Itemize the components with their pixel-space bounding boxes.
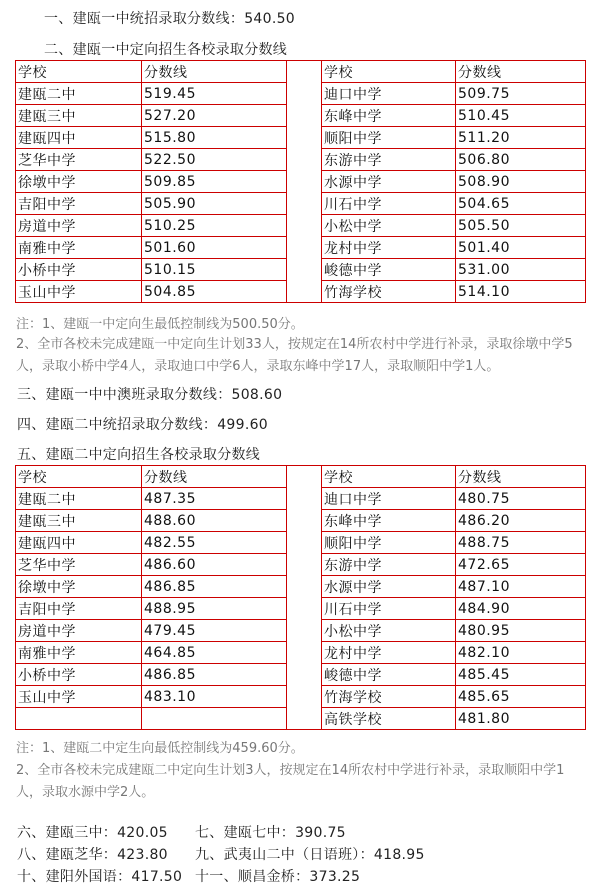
score-cell: 481.80 xyxy=(456,708,586,730)
score-cell: 519.45 xyxy=(142,83,287,105)
school-name-cell: 建瓯四中 xyxy=(16,532,142,554)
section5-note-1: 注：1、建瓯二中定生向最低控制线为459.60分。 xyxy=(16,741,304,756)
header-school: 学校 xyxy=(16,61,142,83)
header-score: 分数线 xyxy=(142,61,287,83)
score-cell: 508.90 xyxy=(456,171,586,193)
school-name-cell: 建瓯三中 xyxy=(16,105,142,127)
table-erzhong-directed xyxy=(15,465,586,730)
score-cell: 486.85 xyxy=(142,576,287,598)
score-cell: 510.25 xyxy=(142,215,287,237)
school-name-cell: 玉山中学 xyxy=(16,281,142,303)
score-cell: 484.90 xyxy=(456,598,586,620)
header-school: 学校 xyxy=(322,466,456,488)
table-spacer-column xyxy=(287,61,322,303)
score-cell: 506.80 xyxy=(456,149,586,171)
score-cell: 488.60 xyxy=(142,510,287,532)
school-name-cell: 顺阳中学 xyxy=(322,532,456,554)
school-name-cell: 南雅中学 xyxy=(16,237,142,259)
school-name-cell: 龙村中学 xyxy=(322,642,456,664)
school-name-cell: 建瓯三中 xyxy=(16,510,142,532)
score-cell: 509.75 xyxy=(456,83,586,105)
score-cell: 483.10 xyxy=(142,686,287,708)
score-cell: 522.50 xyxy=(142,149,287,171)
school-name-cell: 东游中学 xyxy=(322,554,456,576)
score-cell: 501.60 xyxy=(142,237,287,259)
school-name-cell: 竹海学校 xyxy=(322,281,456,303)
school-name-cell: 徐墩中学 xyxy=(16,576,142,598)
school-name-cell: 建瓯二中 xyxy=(16,83,142,105)
school-name-cell: 迪口中学 xyxy=(322,488,456,510)
score-cell: 527.20 xyxy=(142,105,287,127)
school-name-cell: 顺阳中学 xyxy=(322,127,456,149)
section2-heading: 二、建瓯一中定向招生各校录取分数线 xyxy=(44,42,288,58)
school-name-cell: 川石中学 xyxy=(322,598,456,620)
school-name-cell: 芝华中学 xyxy=(16,149,142,171)
school-name-cell: 水源中学 xyxy=(322,171,456,193)
school-name-cell: 吉阳中学 xyxy=(16,193,142,215)
score-cell: 515.80 xyxy=(142,127,287,149)
school-name-cell: 徐墩中学 xyxy=(16,171,142,193)
score-cell: 501.40 xyxy=(456,237,586,259)
school-name-cell: 峻德中学 xyxy=(322,259,456,281)
score-cell: 480.75 xyxy=(456,488,586,510)
school-name-cell: 东峰中学 xyxy=(322,105,456,127)
score-cell: 509.85 xyxy=(142,171,287,193)
section5-heading: 五、建瓯二中定向招生各校录取分数线 xyxy=(17,447,261,463)
school-name-cell: 水源中学 xyxy=(322,576,456,598)
header-score: 分数线 xyxy=(456,466,586,488)
score-cell: 486.20 xyxy=(456,510,586,532)
score-cell: 488.75 xyxy=(456,532,586,554)
score-line-6: 六、建瓯三中：420.05 xyxy=(17,825,168,841)
header-school: 学校 xyxy=(16,466,142,488)
score-cell: 511.20 xyxy=(456,127,586,149)
school-name-cell: 峻德中学 xyxy=(322,664,456,686)
school-name-cell: 东峰中学 xyxy=(322,510,456,532)
school-name-cell: 小松中学 xyxy=(322,620,456,642)
school-name-cell: 竹海学校 xyxy=(322,686,456,708)
school-name-cell: 吉阳中学 xyxy=(16,598,142,620)
score-cell: 531.00 xyxy=(456,259,586,281)
school-name-cell: 房道中学 xyxy=(16,620,142,642)
section1-heading: 一、建瓯一中统招录取分数线：540.50 xyxy=(44,11,295,27)
section2-note-2: 2、全市各校未完成建瓯一中定向生计划33人，按规定在14所农村中学进行补录，录取徐墩中学5人，录取小桥中学4人，录取迪口中学6人，录取东峰中学17人，录取顺阳中学1人。 xyxy=(16,337,573,374)
school-name-cell: 玉山中学 xyxy=(16,686,142,708)
table-yizhong-directed xyxy=(15,60,586,303)
table-header-row xyxy=(16,466,586,488)
school-name-cell: 建瓯四中 xyxy=(16,127,142,149)
score-cell: 504.85 xyxy=(142,281,287,303)
score-cell: 510.15 xyxy=(142,259,287,281)
school-name-cell: 南雅中学 xyxy=(16,642,142,664)
score-cell: 510.45 xyxy=(456,105,586,127)
section4-heading: 四、建瓯二中统招录取分数线：499.60 xyxy=(17,417,268,433)
score-cell: 504.65 xyxy=(456,193,586,215)
school-name-cell: 小桥中学 xyxy=(16,259,142,281)
score-line-7: 七、建瓯七中：390.75 xyxy=(195,825,346,841)
score-cell: 482.10 xyxy=(456,642,586,664)
header-school: 学校 xyxy=(322,61,456,83)
school-name-cell: 迪口中学 xyxy=(322,83,456,105)
score-cell: 472.65 xyxy=(456,554,586,576)
section3-heading: 三、建瓯一中中澳班录取分数线：508.60 xyxy=(17,387,283,403)
score-cell: 485.65 xyxy=(456,686,586,708)
school-name-cell: 小松中学 xyxy=(322,215,456,237)
school-name-cell: 房道中学 xyxy=(16,215,142,237)
school-name-cell: 建瓯二中 xyxy=(16,488,142,510)
school-name-cell xyxy=(16,708,142,730)
header-score: 分数线 xyxy=(142,466,287,488)
score-line-8: 八、建瓯芝华：423.80 xyxy=(17,847,168,863)
score-cell: 505.90 xyxy=(142,193,287,215)
score-cell: 488.95 xyxy=(142,598,287,620)
score-cell: 487.10 xyxy=(456,576,586,598)
score-cell: 485.45 xyxy=(456,664,586,686)
school-name-cell: 川石中学 xyxy=(322,193,456,215)
score-cell: 479.45 xyxy=(142,620,287,642)
score-line-9: 九、武夷山二中（日语班）：418.95 xyxy=(195,847,425,863)
school-name-cell: 龙村中学 xyxy=(322,237,456,259)
score-cell: 482.55 xyxy=(142,532,287,554)
score-line-11: 十一、顺昌金桥：373.25 xyxy=(195,869,361,885)
score-cell: 486.85 xyxy=(142,664,287,686)
score-cell: 514.10 xyxy=(456,281,586,303)
score-cell: 505.50 xyxy=(456,215,586,237)
header-score: 分数线 xyxy=(456,61,586,83)
score-cell: 487.35 xyxy=(142,488,287,510)
score-cell: 486.60 xyxy=(142,554,287,576)
school-name-cell: 东游中学 xyxy=(322,149,456,171)
score-line-10: 十、建阳外国语：417.50 xyxy=(17,869,183,885)
score-cell: 480.95 xyxy=(456,620,586,642)
score-cell: 464.85 xyxy=(142,642,287,664)
section5-note-2: 2、全市各校未完成建瓯二中定向生计划3人，按规定在14所农村中学进行补录，录取顺阳中学1人，录取水源中学2人。 xyxy=(16,763,565,800)
score-cell xyxy=(142,708,287,730)
school-name-cell: 芝华中学 xyxy=(16,554,142,576)
school-name-cell: 小桥中学 xyxy=(16,664,142,686)
table-spacer-column xyxy=(287,466,322,730)
school-name-cell: 高铁学校 xyxy=(322,708,456,730)
table-header-row xyxy=(16,61,586,83)
section2-note-1: 注：1、建瓯一中定向生最低控制线为500.50分。 xyxy=(16,317,304,332)
